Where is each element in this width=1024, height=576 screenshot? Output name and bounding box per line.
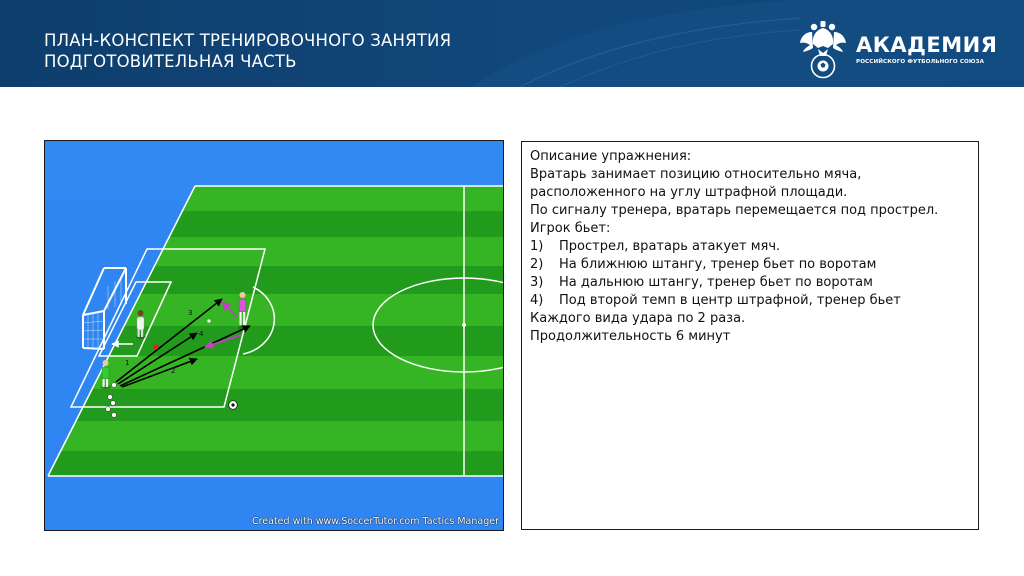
center-spot — [462, 323, 466, 327]
description-player-kicks: Игрок бьет: — [530, 221, 611, 236]
academy-logo — [856, 34, 997, 65]
description-intro: Вратарь занимает позицию относительно мяча, расположенного на углу штрафной площади. — [530, 167, 862, 200]
arrow-label-3: 3 — [188, 309, 193, 317]
description-heading: Описание упражнения: — [530, 149, 692, 164]
red-marker — [153, 344, 158, 349]
kick-types-list — [530, 238, 970, 310]
list-item: 4) Под второй темп в центр штрафной, тренер бьет — [530, 293, 901, 308]
exercise-description — [521, 141, 979, 530]
exercise-diagram — [44, 140, 504, 531]
header-banner — [0, 0, 1024, 87]
academy-logo-main: АКАДЕМИЯ — [856, 33, 998, 57]
academy-logo-sub: РОССИЙСКОГО ФУТБОЛЬНОГО СОЮЗА — [856, 59, 985, 65]
pitch-svg — [45, 141, 504, 531]
page-title — [44, 30, 451, 72]
list-item: 3) На дальнюю штангу, тренер бьет по воротам — [530, 275, 873, 290]
list-item: 1) Прострел, вратарь атакует мяч. — [530, 239, 781, 254]
arrow-label-4: 4 — [199, 330, 204, 338]
arrow-label-2: 2 — [171, 367, 176, 375]
arrow-label-1: 1 — [125, 359, 130, 367]
double-headed-eagle-emblem-icon — [798, 18, 848, 80]
page-title-line1: ПЛАН-КОНСПЕКТ ТРЕНИРОВОЧНОГО ЗАНЯТИЯ — [44, 31, 452, 50]
list-item: 2) На ближнюю штангу, тренер бьет по воротам — [530, 257, 877, 272]
description-signal: По сигналу тренера, вратарь перемещается под прострел. — [530, 203, 939, 218]
description-repeat: Каждого вида удара по 2 раза. — [530, 311, 746, 326]
penalty-spot — [207, 319, 210, 322]
diagram-credit: Created with www.SoccerTutor.com Tactics Manager — [251, 516, 499, 527]
description-duration: Продолжительность 6 минут — [530, 329, 731, 344]
page-title-line2: ПОДГОТОВИТЕЛЬНАЯ ЧАСТЬ — [44, 52, 297, 71]
